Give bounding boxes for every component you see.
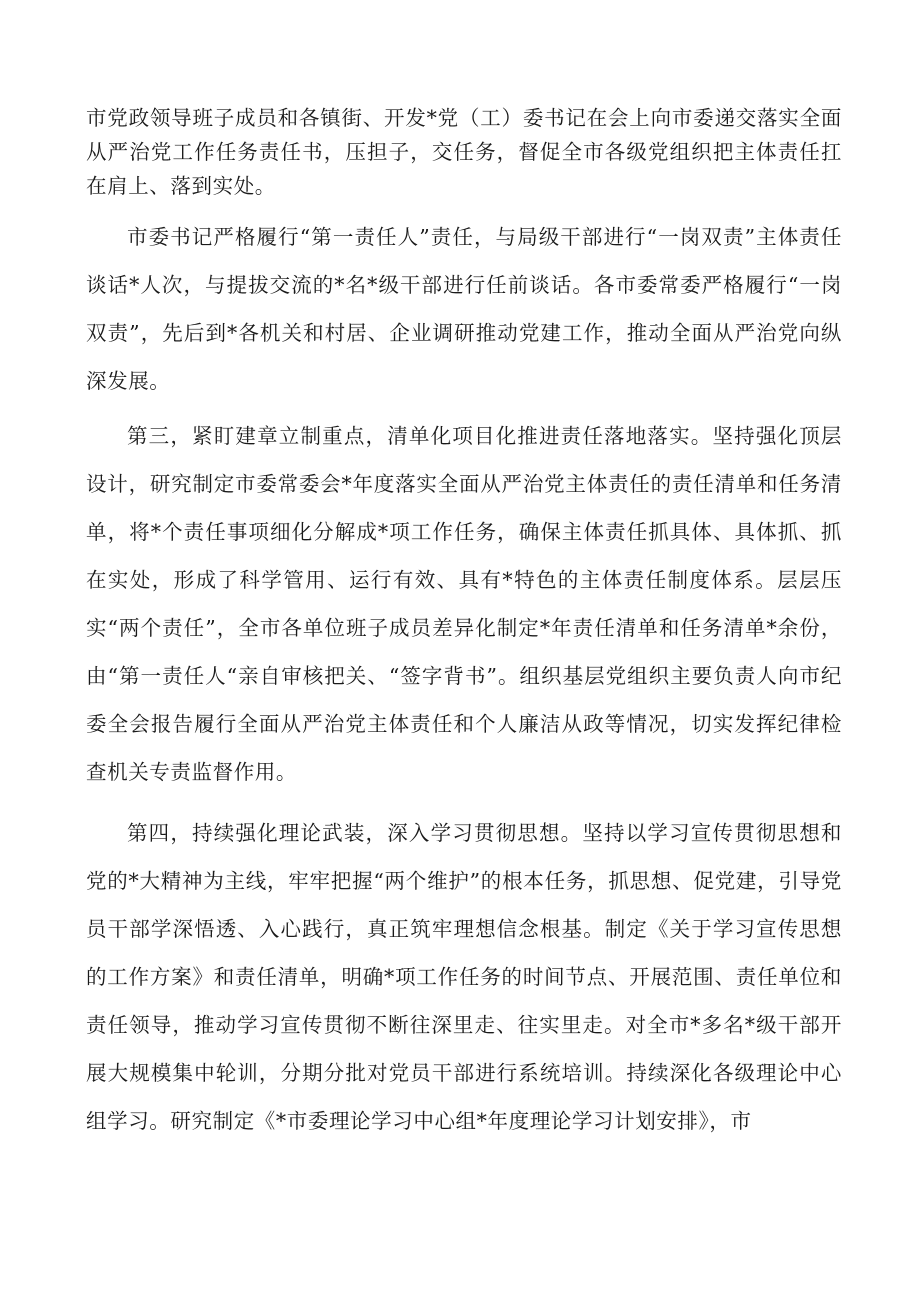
paragraph-3: 第三，紧盯建章立制重点，清单化项目化推进责任落地落实。坚持强化顶层设计，研究制定市委常委会*年度落实全面从严治党主体责任的责任清单和任务清单，将*个责任事项细化分解成*项工作任务，确保主体责任抓具体、具体抓、抓在实处，形成了科学管用、运行有效、具有*特色的主体责任制度体系。层层压实“两个责任”，全市各单位班子成员差异化制定*年责任清单和任务清单*余份，由“第一责任人“亲自审核把关、“签字背书”。组织基层党组织主要负责人向市纪委全会报告履行全面从严治党主体责任和个人廉洁从政等情况，切实发挥纪律检查机关专责监督作用。 <box>86 424 842 784</box>
paragraph-4: 第四，持续强化理论武装，深入学习贯彻思想。坚持以学习宣传贯彻思想和党的*大精神为主线，牢牢把握“两个维护”的根本任务，抓思想、促党建，引导党员干部学深悟透、入心践行，真正筑牢理想信念根基。制定《关于学习宣传思想的工作方案》和责任清单，明确*项工作任务的时间节点、开展范围、责任单位和责任领导，推动学习宣传贯彻不断往深里走、往实里走。对全市*多名*级干部开展大规模集中轮训，分期分批对党员干部进行系统培训。持续深化各级理论中心组学习。研究制定《*市委理论学习中心组*年度理论学习计划安排》，市 <box>86 821 842 1133</box>
paragraph-1: 市党政领导班子成员和各镇街、开发*党（工）委书记在会上向市委递交落实全面从严治党工作任务责任书，压担子，交任务，督促全市各级党组织把主体责任扛在肩上、落到实处。 <box>86 106 842 198</box>
paragraph-2: 市委书记严格履行“第一责任人”责任，与局级干部进行“一岗双责”主体责任谈话*人次，与提拔交流的*名*级干部进行任前谈话。各市委常委严格履行“一岗双责”，先后到*各机关和村居、企业调研推动党建工作，推动全面从严治党向纵深发展。 <box>86 225 842 393</box>
